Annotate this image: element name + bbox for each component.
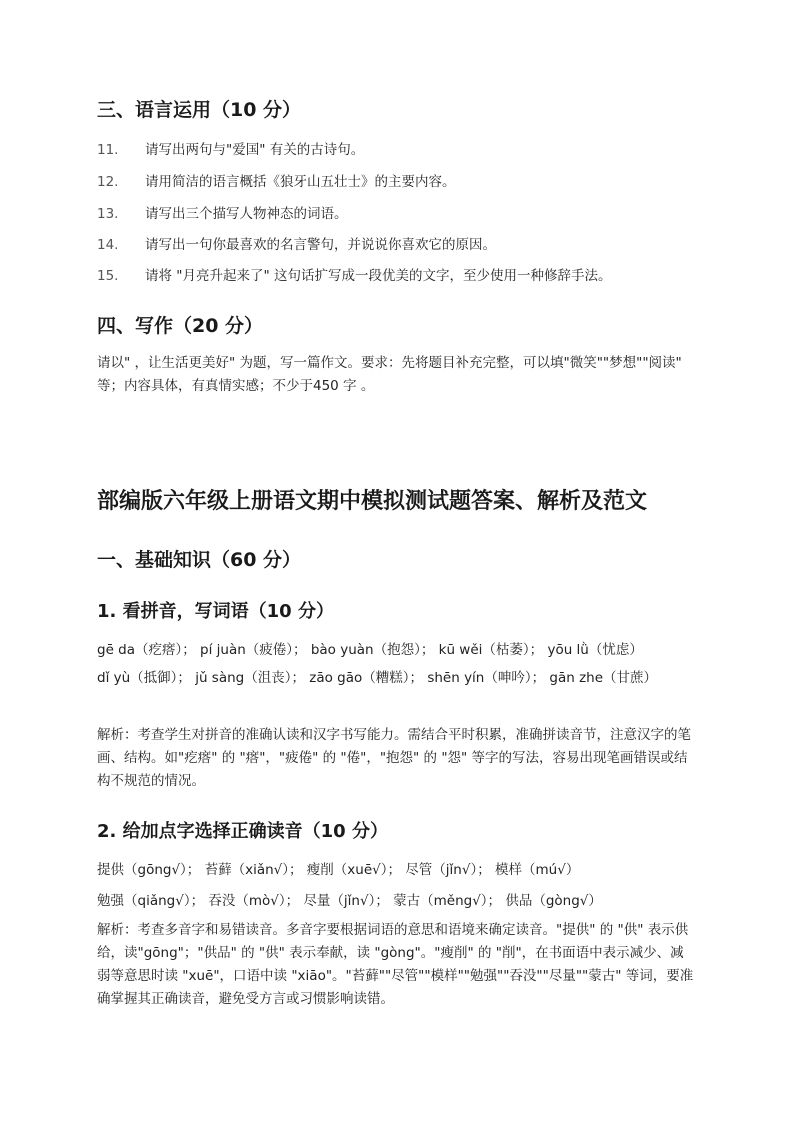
answers-title: 部编版六年级上册语文期中模拟测试题答案、解析及范文 (97, 489, 648, 514)
question-text: 请写出两句与"爱国" 有关的古诗句。 (145, 142, 365, 158)
question-number: 14. (97, 237, 119, 253)
q1-analysis (97, 724, 697, 793)
section4-title: 四、写作（20 分） (97, 315, 264, 337)
q1-answer-line1: gē da（疙瘩）； pí juàn（疲倦）； bào yuàn（抱怨）； kū wěi（枯萎）； yōu lǜ（忧虑） (97, 642, 643, 658)
question-text: 请写出三个描写人物神态的词语。 (145, 206, 348, 222)
q1-answer-line2: dǐ yù（抵御）； jǔ sàng（沮丧）； zāo gāo（糟糕）； shēn yín（呻吟）； gān zhe（甘蔗） (97, 670, 658, 686)
question-number: 15. (97, 268, 119, 284)
question-12 (97, 170, 456, 190)
question-14 (97, 233, 496, 253)
writing-prompt: 请以" ，让生活更美好" 为题，写一篇作文。要求：先将题目补充完整，可以填"微笑""梦想""阅读" 等；内容具体，有真情实感；不少于450 字 。 (97, 355, 682, 394)
q1-title: 1. 看拼音，写词语（10 分） (97, 601, 334, 622)
analysis-text: ：考查学生对拼音的准确认读和汉字书写能力。需结合平时积累，准确拼读音节，注意汉字的笔画、结构。如"疙瘩" 的 "瘩"，"疲倦" 的 "倦"，"抱怨" 的 "怨" 等字的写法，容易出现笔画错误或结构不规范的情况。 (97, 727, 691, 789)
analysis-text: ：考查多音字和易错读音。多音字要根据词语的意思和语境来确定读音。"提供" 的 "供" 表示供给，读"gōng"；"供品" 的 "供" 表示奉献，读 "gòng"。"瘦削" 的 "削"，在书面语中表示减少、减弱等意思时读 "xuē"，口语中读 "xiāo"。"苔藓""尽管""模样""勉强""吞没""尽量""蒙古" 等词，要准确掌握其正确读音，避免受方言或习惯影响读错。 (97, 922, 694, 1007)
question-text: 请将 "月亮升起来了" 这句话扩写成一段优美的文字，至少使用一种修辞手法。 (145, 268, 612, 284)
question-text: 请用简洁的语言概括《狼牙山五壮士》的主要内容。 (145, 174, 456, 190)
q2-answer-line1: 提供（gōng√）； 苔藓（xiǎn√）； 瘦削（xuē√）； 尽管（jǐn√）； 模样（mú√） (97, 862, 580, 878)
question-number: 13. (97, 206, 119, 222)
section3-title: 三、语言运用（10 分） (97, 99, 302, 121)
question-number: 11. (97, 142, 119, 158)
analysis-label: 解析 (97, 727, 124, 743)
question-11 (97, 138, 364, 158)
question-13 (97, 202, 348, 222)
analysis-label: 解析 (97, 922, 124, 938)
question-number: 12. (97, 174, 119, 190)
q2-title: 2. 给加点字选择正确读音（10 分） (97, 821, 388, 842)
part1-title: 一、基础知识（60 分） (97, 549, 302, 571)
question-15 (97, 264, 612, 284)
question-text: 请写出一句你最喜欢的名言警句，并说说你喜欢它的原因。 (145, 237, 496, 253)
q2-analysis (97, 919, 697, 1011)
q2-answer-line2: 勉强（qiǎng√）； 吞没（mò√）； 尽量（jǐn√）； 蒙古（měng√）； 供品（gòng√） (97, 893, 602, 909)
